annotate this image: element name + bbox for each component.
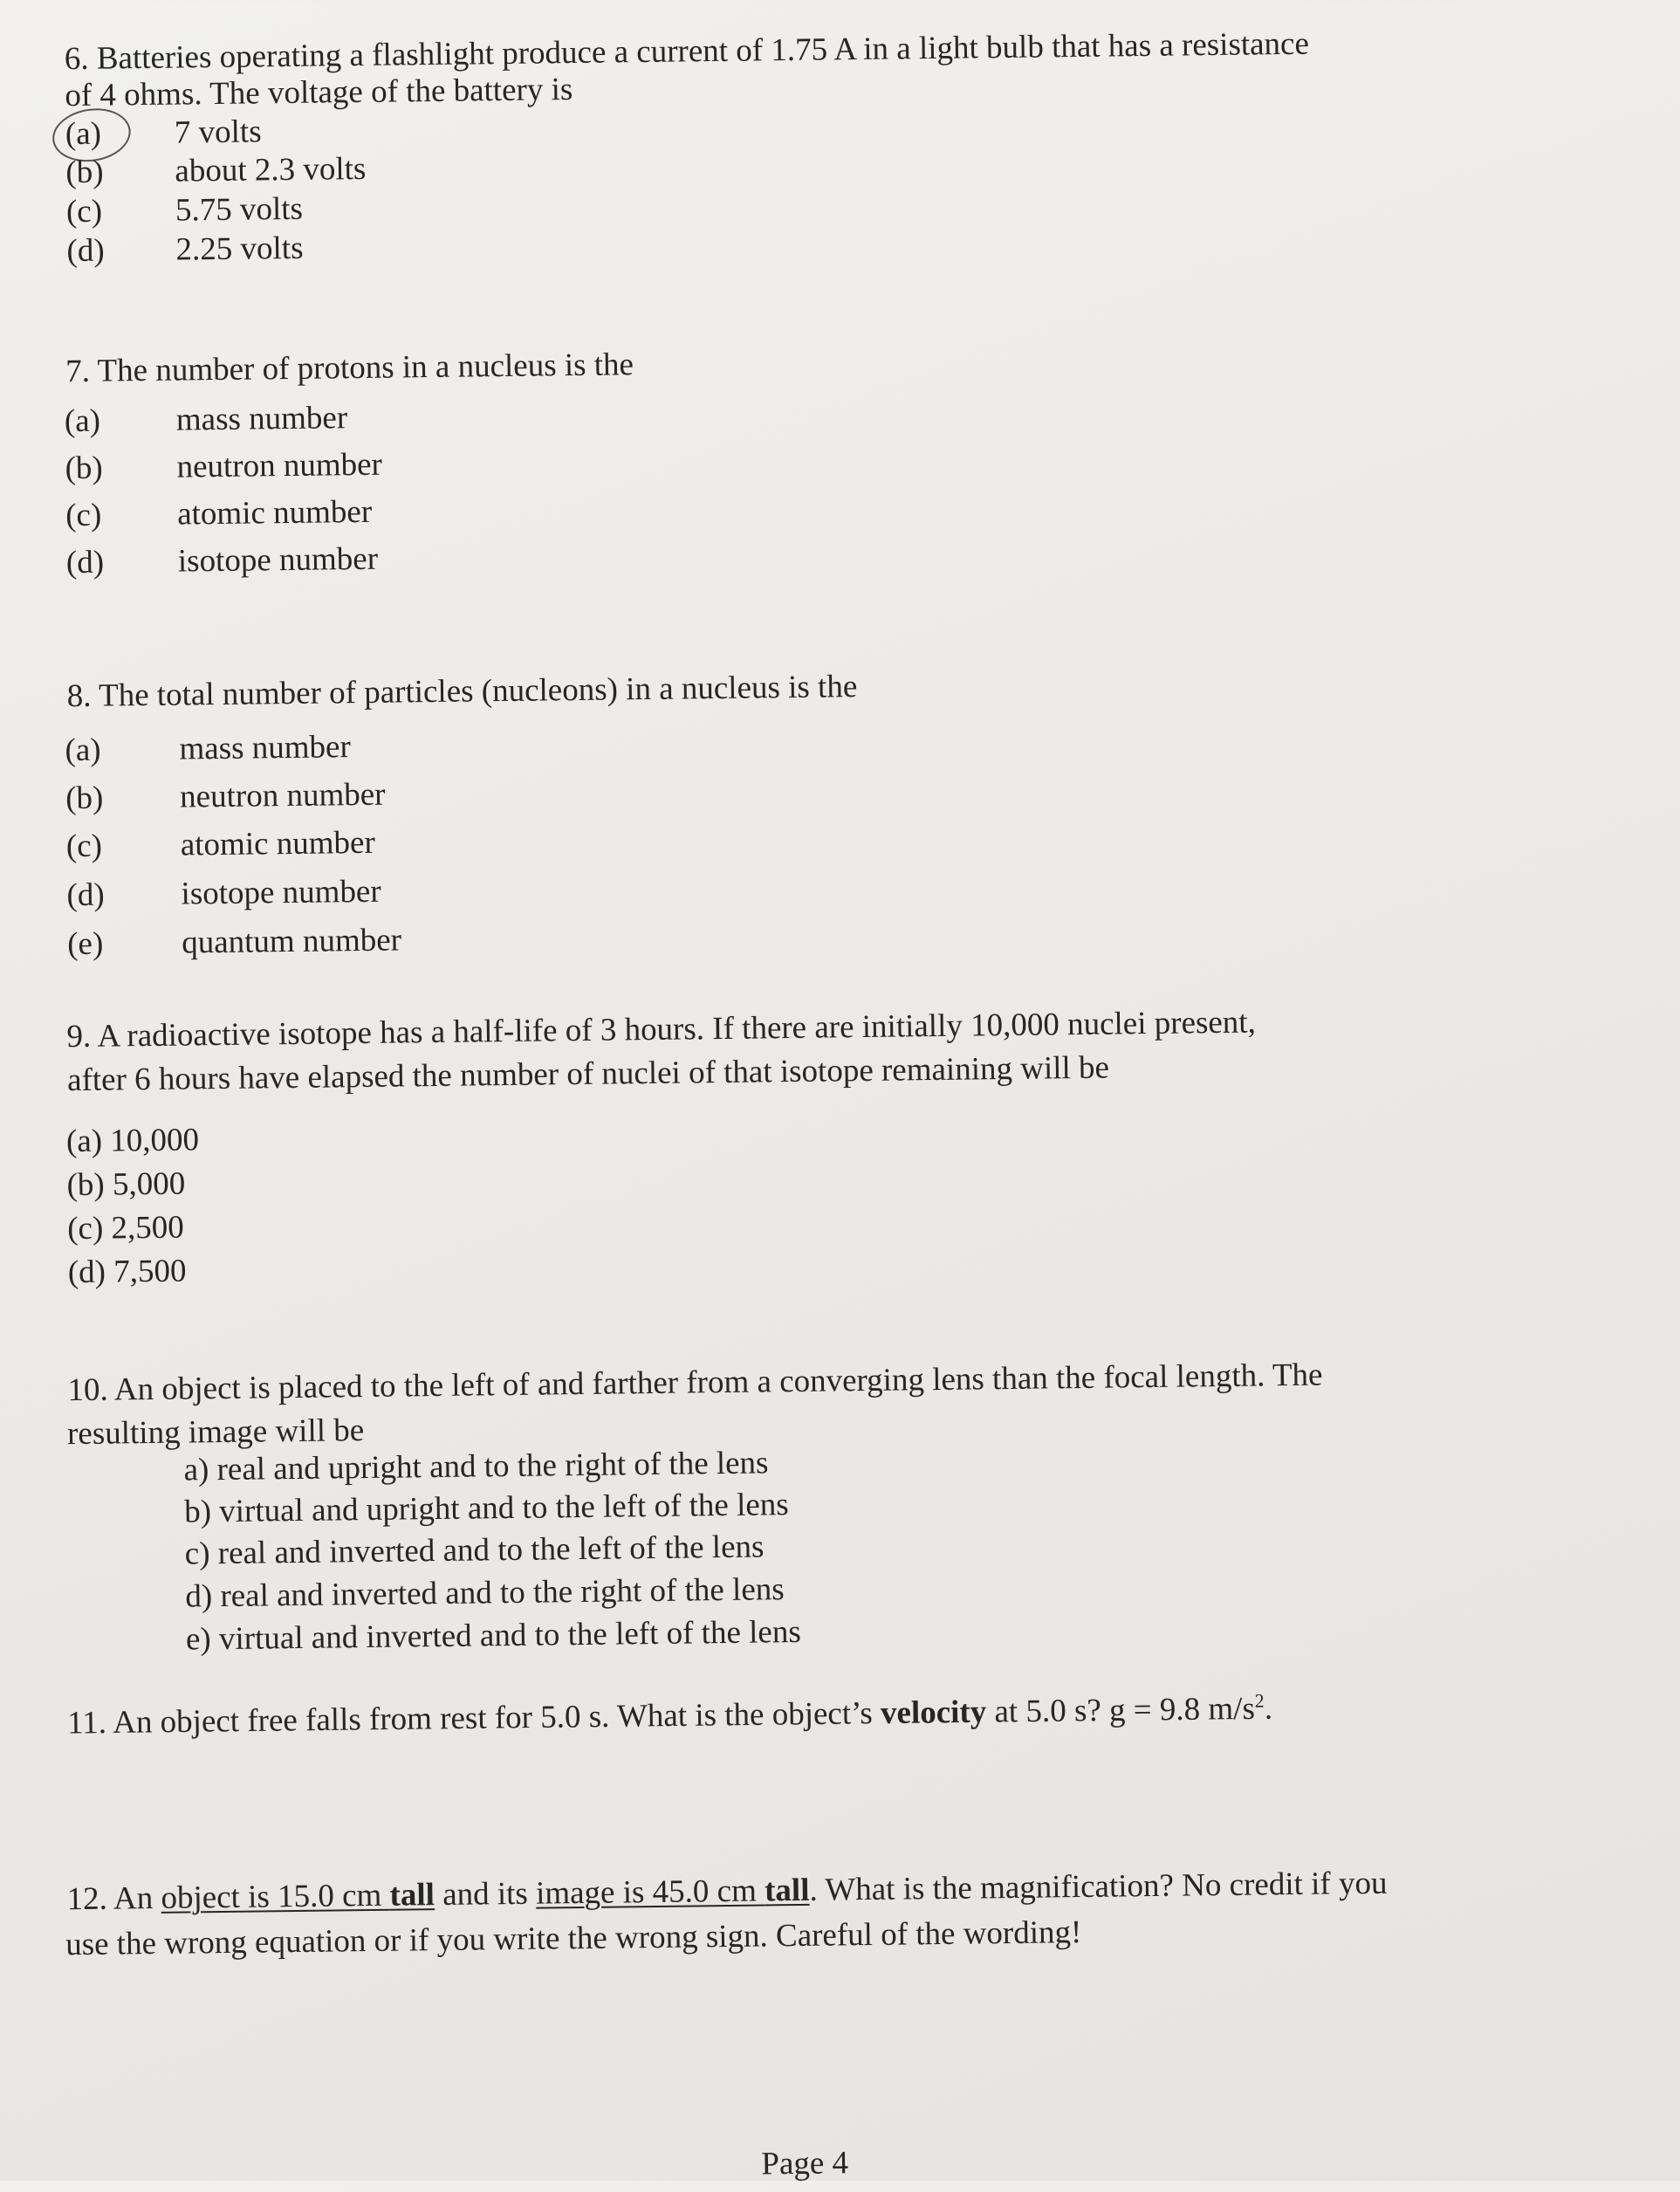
q12-u1: object is 15.0 cm [161,1877,390,1916]
q12-text-line1 [66,1865,1388,1918]
q8-option-c-text: atomic number [180,824,376,863]
q6-text-line2: of 4 ohms. The voltage of the battery is [65,71,573,114]
q8-option-a-label: (a) [65,732,101,769]
q10-option-d: d) real and inverted and to the right of the lens [185,1571,785,1615]
q12-underlined-image [536,1872,810,1912]
q12-text-line2: use the wrong equation or if you write the wrong sign. Careful of the wording! [65,1914,1082,1963]
q8-option-e-text: quantum number [181,922,402,961]
q7-text: 7. The number of protons in a nucleus is the [65,347,634,390]
q8-option-a-text: mass number [179,729,352,767]
q11-text-pre: 11. An object free falls from rest for 5.0 s. What is the object’s [66,1695,881,1742]
q12-underlined-object [161,1877,435,1916]
q11-text-post: at 5.0 s? g = 9.8 m/s [985,1690,1256,1730]
page-number: Page 4 [761,2145,849,2182]
q8-text: 8. The total number of particles (nucleons) in a nucleus is the [66,669,858,715]
q12-pre: 12. An [66,1879,161,1918]
q11-text-end: . [1264,1690,1273,1727]
q7-option-d-label: (d) [65,544,105,581]
q7-option-b-text: neutron number [176,446,383,485]
q7-option-a-text: mass number [175,400,348,438]
q6-option-d-text: 2.25 volts [175,230,304,268]
q6-option-d-label: (d) [66,232,105,270]
q12-u2-bold: tall [764,1872,810,1909]
q9-text-line1: 9. A radioactive isotope has a half-life of 3 hours. If there are initially 10,000 nuclei present, [66,1004,1257,1055]
q9-option-c: (c) 2,500 [66,1209,185,1247]
q7-option-b-label: (b) [65,450,103,487]
q7-option-a-label: (a) [64,402,101,440]
q7-option-c-label: (c) [65,497,102,534]
q8-option-c-label: (c) [65,828,103,865]
q6-option-b-text: about 2.3 volts [175,150,367,189]
q11-text [66,1689,1273,1742]
q12-post: . What is the magnification? No credit if you [809,1865,1388,1908]
q6-option-a-label: (a) [65,115,102,153]
q12-u1-bold: tall [389,1877,435,1914]
q8-option-b-text: neutron number [179,776,386,815]
q8-option-d-label: (d) [66,876,105,914]
q12-u2: image is 45.0 cm [535,1872,765,1912]
q7-option-c-text: atomic number [176,493,373,533]
q9-option-d: (d) 7,500 [67,1253,187,1291]
q10-text-line1: 10. An object is placed to the left of and farther from a converging lens than the focal length. The [67,1357,1323,1409]
q6-option-a-text: 7 volts [174,113,262,151]
q8-option-d-text: isotope number [181,873,381,912]
q10-option-b: b) virtual and upright and to the left of the lens [183,1487,789,1530]
q7-option-d-text: isotope number [177,540,379,580]
q6-option-b-label: (b) [65,154,104,191]
q9-option-a: (a) 10,000 [65,1122,200,1160]
q9-option-b: (b) 5,000 [66,1165,186,1204]
q10-text-line2: resulting image will be [66,1412,365,1453]
q11-bold-velocity: velocity [880,1694,987,1732]
q12-mid: and its [434,1875,537,1914]
q6-option-c-label: (c) [65,193,103,230]
q10-option-e: e) virtual and inverted and to the left of the lens [185,1613,801,1658]
q8-option-e-label: (e) [66,925,104,963]
q10-option-c: c) real and inverted and to the left of the lens [184,1529,765,1572]
q6-text-line1: 6. Batteries operating a flashlight produce a current of 1.75 A in a light bulb that has a resistance [64,25,1310,78]
q6-option-c-text: 5.75 volts [175,190,304,229]
q9-text-line2: after 6 hours have elapsed the number of nuclei of that isotope remaining will be [66,1049,1110,1099]
q11-superscript: 2 [1254,1689,1265,1712]
q10-option-a: a) real and upright and to the right of the lens [183,1445,769,1488]
q8-option-b-label: (b) [65,780,104,817]
